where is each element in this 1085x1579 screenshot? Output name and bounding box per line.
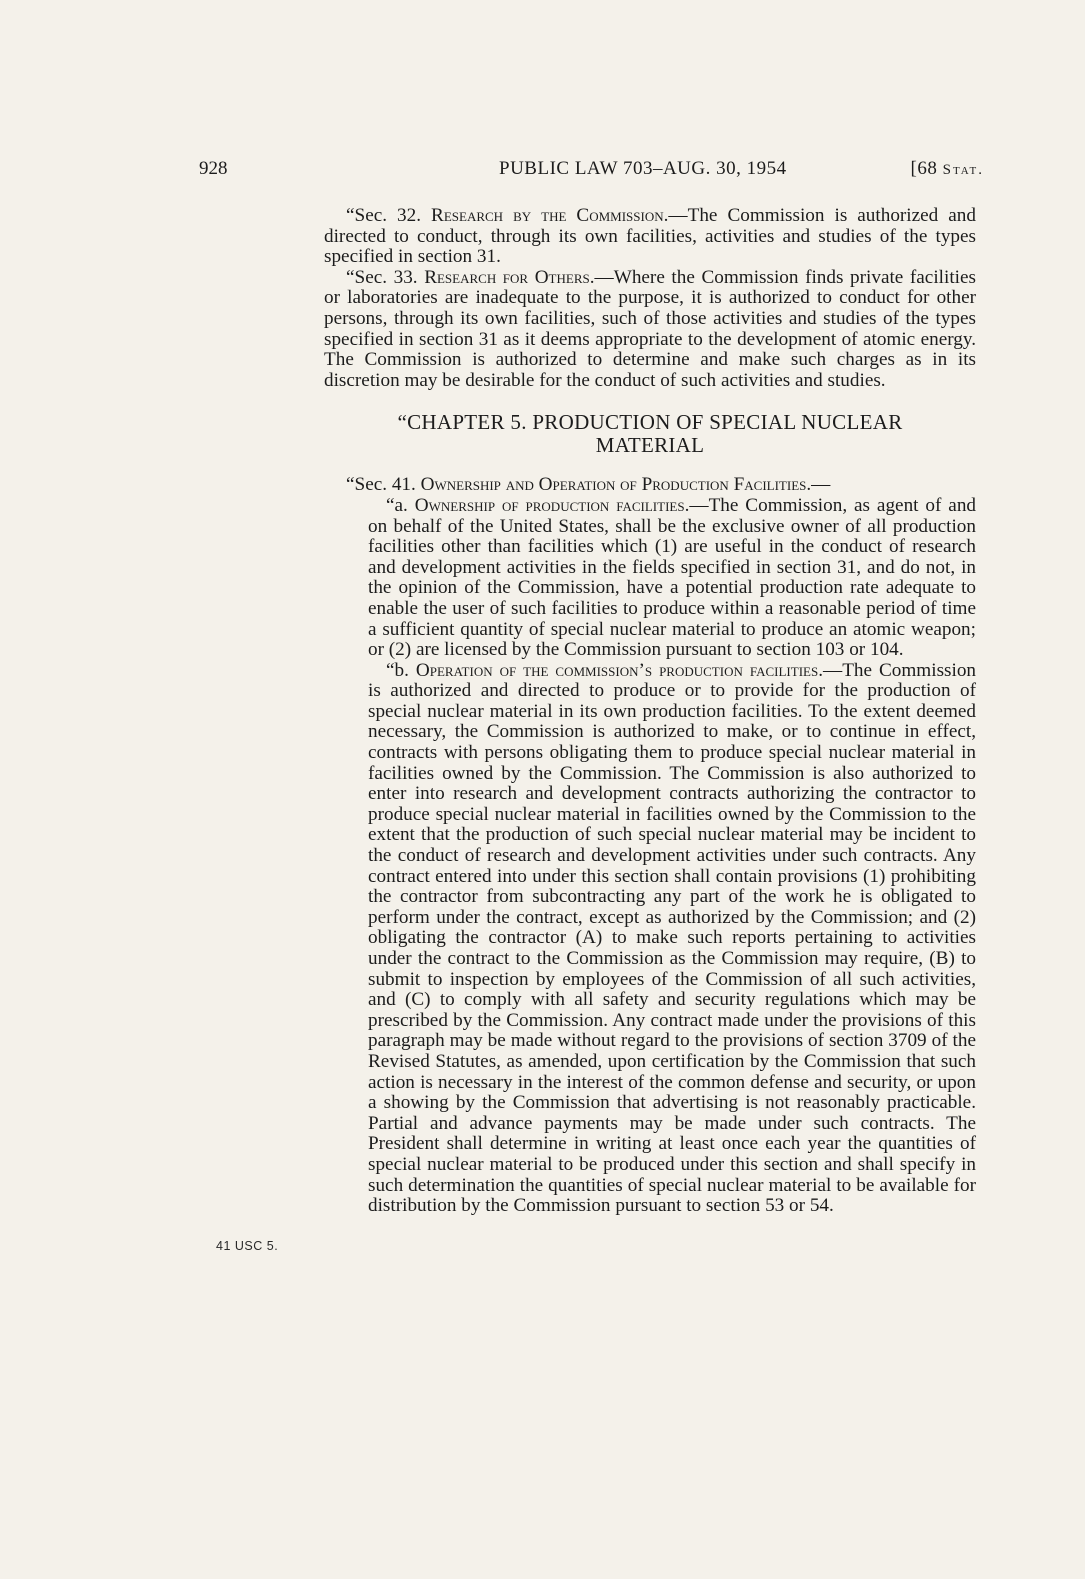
subsection-label: “a. [386, 494, 408, 516]
section-33 [324, 268, 976, 392]
statute-volume [911, 158, 984, 180]
section-number: “Sec. 33. [346, 266, 418, 288]
subsection-text: —The Commission is authorized and directed to produce or to provide for the production of special nuclear material in its own production facilities. To the extent deemed necessary, the Commission is authorized to make, or to continue in effect, contracts with persons obligating them to produce special nuclear material in facilities owned by the Commission. The Commission is also authorized to enter into research and development contracts authorizing the contractor to produce special nuclear material in facilities owned by the Commission to the extent that the production of such special nuclear material may be incident to the conduct of research and development activities under such contracts. Any contract entered into under this section shall contain provisions (1) prohibiting the contractor from subcontracting any part of the work he is obligated to perform under the contract, except as authorized by the Commission; and (2) obligating the contractor (A) to make such reports pertaining to activities under the contract to the Commission as the Commission may require, (B) to submit to inspection by employees of the Commission of all such activities, and (C) to comply with all safety and security regulations which may be prescribed by the Commission. Any contract made under the provisions of this paragraph may be made without regard to the provisions of section 3709 of the Revised Statutes, as amended, upon certification by the Commission that such action is necessary in the interest of the common defense and security, or upon a showing by the Commission that advertising is not reasonably practicable. Partial and advance payments may be made under such contracts. The President shall determine in writing at least once each year the quantities of special nuclear material to be produced under this section and shall specify in such determination the quantities of special nuclear material to be available for distribution by the Commission pursuant to section 53 or 54. [368, 659, 977, 1217]
subsection-text: —The Commission, as agent of and on behalf of the United States, shall be the exclusive owner of all production facilities other than facilities which (1) are useful in the conduct of research and development activities in the fields specified in section 31, and do not, in the opinion of the Commission, have a potential production rate adequate to enable the user of such facilities to produce within a reasonable period of time a sufficient quantity of special nuclear material to produce an atomic weapon; or (2) are licensed by the Commission pursuant to section 103 or 104. [368, 494, 977, 661]
section-text: —Where the Commission finds private facilities or laboratories are inadequate to the purpose, it is authorized to conduct for other persons, through its own facilities, such of those activities and studies of the types specified in section 31 as it deems appropriate to the development of atomic energy. The Commission is authorized to determine and make such charges as in its discretion may be desirable for the conduct of such activities and studies. [324, 266, 976, 391]
subsection-heading: Ownership of production facilities. [414, 494, 690, 516]
section-heading: Research by the Commission. [431, 205, 669, 226]
margin-citation: 41 USC 5. [216, 1239, 279, 1253]
chapter-heading-line-2: MATERIAL [595, 433, 705, 458]
subsection-label: “b. [386, 659, 409, 681]
statute-label: Stat. [942, 162, 984, 178]
section-41 [324, 475, 976, 496]
running-head [199, 158, 984, 188]
statute-volume-number: [68 [910, 158, 938, 179]
subsection-heading: Operation of the commission’s production facilities. [415, 659, 823, 681]
section-number: “Sec. 41. [346, 474, 416, 496]
section-number: “Sec. 32. [346, 205, 422, 226]
subsection-b [368, 661, 976, 1217]
section-text: —The Commission is authorized and directed to conduct, through its own facilities, activities and studies of the types specified in section 31. [324, 205, 976, 268]
running-head-title: PUBLIC LAW 703–AUG. 30, 1954 [499, 158, 787, 179]
section-heading: Research for Others. [424, 266, 595, 288]
section-dash: — [811, 474, 831, 496]
section-heading: Ownership and Operation of Production Facilities. [420, 474, 812, 496]
page-number: 928 [199, 158, 228, 179]
chapter-heading [324, 411, 976, 457]
chapter-heading-line-1: “CHAPTER 5. PRODUCTION OF SPECIAL NUCLEAR [397, 410, 903, 435]
section-32 [324, 206, 976, 268]
statute-body [324, 206, 976, 1217]
subsection-a [368, 496, 976, 661]
